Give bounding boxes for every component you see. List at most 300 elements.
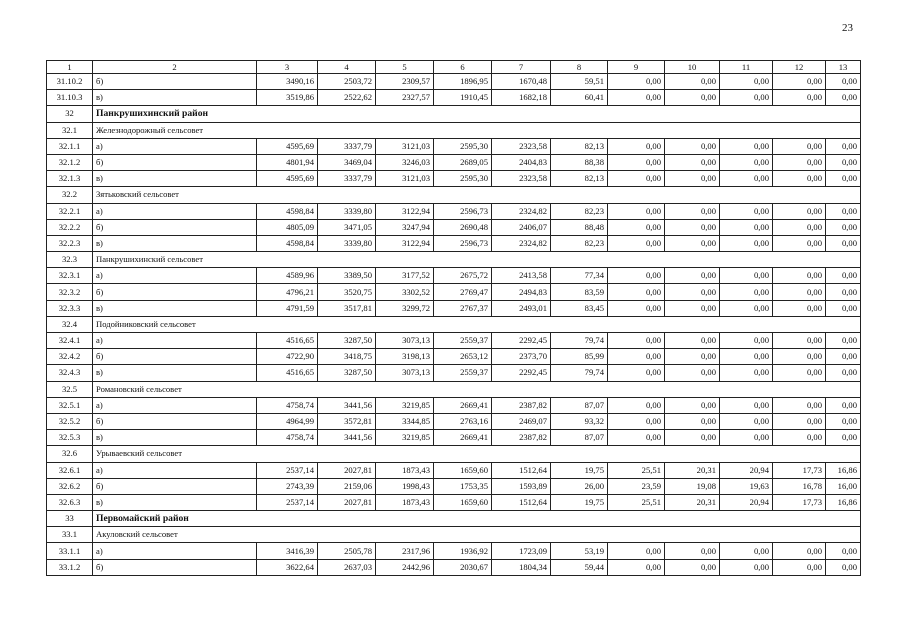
value-cell: 2653,12	[434, 349, 492, 365]
row-option-label: б)	[93, 219, 257, 235]
row-code: 33.1	[47, 527, 93, 543]
row-code: 32.6.1	[47, 462, 93, 478]
table-row	[47, 413, 861, 429]
value-cell: 1682,18	[492, 90, 551, 106]
row-code: 32.1.3	[47, 171, 93, 187]
value-cell: 3247,94	[376, 219, 434, 235]
value-cell: 3490,16	[257, 74, 318, 90]
value-cell: 0,00	[720, 365, 773, 381]
value-cell: 20,31	[665, 462, 720, 478]
column-header-4: 4	[318, 61, 376, 74]
value-cell: 19,75	[551, 462, 608, 478]
value-cell: 82,13	[551, 138, 608, 154]
value-cell: 2373,70	[492, 349, 551, 365]
value-cell: 0,00	[826, 154, 861, 170]
value-cell: 0,00	[608, 430, 665, 446]
value-cell: 3177,52	[376, 268, 434, 284]
value-cell: 59,51	[551, 74, 608, 90]
table-row	[47, 219, 861, 235]
value-cell: 16,86	[826, 494, 861, 510]
row-code: 32	[47, 106, 93, 122]
value-cell: 0,00	[608, 397, 665, 413]
value-cell: 1873,43	[376, 494, 434, 510]
value-cell: 4801,94	[257, 154, 318, 170]
value-cell: 2763,16	[434, 413, 492, 429]
value-cell: 0,00	[826, 138, 861, 154]
value-cell: 4805,09	[257, 219, 318, 235]
value-cell: 3219,85	[376, 430, 434, 446]
value-cell: 0,00	[665, 154, 720, 170]
council-row	[47, 122, 861, 138]
value-cell: 88,48	[551, 219, 608, 235]
value-cell: 3418,75	[318, 349, 376, 365]
value-cell: 1936,92	[434, 543, 492, 559]
value-cell: 1998,43	[376, 478, 434, 494]
value-cell: 2327,57	[376, 90, 434, 106]
value-cell: 0,00	[826, 349, 861, 365]
value-cell: 0,00	[773, 154, 826, 170]
value-cell: 0,00	[608, 413, 665, 429]
value-cell: 3287,50	[318, 365, 376, 381]
value-cell: 0,00	[665, 430, 720, 446]
row-code: 33	[47, 511, 93, 527]
value-cell: 0,00	[720, 300, 773, 316]
value-cell: 2559,37	[434, 333, 492, 349]
value-cell: 0,00	[665, 203, 720, 219]
column-header-6: 6	[434, 61, 492, 74]
table-row	[47, 494, 861, 510]
council-row	[47, 527, 861, 543]
row-code: 33.1.2	[47, 559, 93, 575]
value-cell: 77,34	[551, 268, 608, 284]
value-cell: 0,00	[608, 74, 665, 90]
district-row	[47, 511, 861, 527]
value-cell: 3302,52	[376, 284, 434, 300]
value-cell: 3441,56	[318, 430, 376, 446]
value-cell: 0,00	[720, 349, 773, 365]
value-cell: 3572,81	[318, 413, 376, 429]
value-cell: 2675,72	[434, 268, 492, 284]
district-name: Первомайский район	[93, 511, 861, 527]
value-cell: 93,32	[551, 413, 608, 429]
value-cell: 3122,94	[376, 203, 434, 219]
value-cell: 2522,62	[318, 90, 376, 106]
council-name: Подойниковский сельсовет	[93, 316, 861, 332]
value-cell: 0,00	[608, 171, 665, 187]
table-row	[47, 462, 861, 478]
value-cell: 2027,81	[318, 494, 376, 510]
value-cell: 2769,47	[434, 284, 492, 300]
council-row	[47, 446, 861, 462]
value-cell: 17,73	[773, 462, 826, 478]
row-code: 32.3.1	[47, 268, 93, 284]
row-code: 31.10.2	[47, 74, 93, 90]
row-code: 32.5	[47, 381, 93, 397]
value-cell: 85,99	[551, 349, 608, 365]
value-cell: 3441,56	[318, 397, 376, 413]
value-cell: 0,00	[608, 333, 665, 349]
value-cell: 2743,39	[257, 478, 318, 494]
row-option-label: а)	[93, 543, 257, 559]
value-cell: 3073,13	[376, 365, 434, 381]
value-cell: 16,86	[826, 462, 861, 478]
table-row	[47, 138, 861, 154]
value-cell: 0,00	[773, 235, 826, 251]
value-cell: 4598,84	[257, 203, 318, 219]
table-row	[47, 284, 861, 300]
table-body	[47, 61, 861, 576]
value-cell: 0,00	[773, 90, 826, 106]
district-row	[47, 106, 861, 122]
value-cell: 0,00	[773, 333, 826, 349]
row-option-label: а)	[93, 397, 257, 413]
value-cell: 0,00	[720, 430, 773, 446]
table-row	[47, 333, 861, 349]
value-cell: 59,44	[551, 559, 608, 575]
value-cell: 26,00	[551, 478, 608, 494]
column-number-header	[47, 61, 861, 74]
row-code: 32.4.3	[47, 365, 93, 381]
value-cell: 1896,95	[434, 74, 492, 90]
value-cell: 2669,41	[434, 430, 492, 446]
council-name: Зятьковский сельсовет	[93, 187, 861, 203]
value-cell: 0,00	[773, 349, 826, 365]
value-cell: 2596,73	[434, 235, 492, 251]
value-cell: 0,00	[773, 300, 826, 316]
value-cell: 2027,81	[318, 462, 376, 478]
row-option-label: в)	[93, 365, 257, 381]
row-code: 32.2	[47, 187, 93, 203]
value-cell: 0,00	[665, 284, 720, 300]
value-cell: 0,00	[773, 171, 826, 187]
council-name: Железнодорожный сельсовет	[93, 122, 861, 138]
column-header-9: 9	[608, 61, 665, 74]
row-code: 31.10.3	[47, 90, 93, 106]
value-cell: 0,00	[826, 74, 861, 90]
row-code: 32.1.1	[47, 138, 93, 154]
council-row	[47, 316, 861, 332]
table-row	[47, 430, 861, 446]
value-cell: 0,00	[773, 268, 826, 284]
table-row	[47, 90, 861, 106]
value-cell: 0,00	[826, 559, 861, 575]
value-cell: 3337,79	[318, 138, 376, 154]
value-cell: 2689,05	[434, 154, 492, 170]
value-cell: 3287,50	[318, 333, 376, 349]
value-cell: 2505,78	[318, 543, 376, 559]
value-cell: 0,00	[720, 559, 773, 575]
value-cell: 1659,60	[434, 462, 492, 478]
table-row	[47, 478, 861, 494]
table-row	[47, 171, 861, 187]
page-number: 23	[842, 22, 853, 34]
value-cell: 1670,48	[492, 74, 551, 90]
value-cell: 0,00	[665, 349, 720, 365]
value-cell: 2387,82	[492, 430, 551, 446]
row-option-label: в)	[93, 300, 257, 316]
value-cell: 2669,41	[434, 397, 492, 413]
value-cell: 0,00	[773, 430, 826, 446]
column-header-12: 12	[773, 61, 826, 74]
value-cell: 1512,64	[492, 494, 551, 510]
value-cell: 1873,43	[376, 462, 434, 478]
value-cell: 2387,82	[492, 397, 551, 413]
value-cell: 3299,72	[376, 300, 434, 316]
value-cell: 3344,85	[376, 413, 434, 429]
value-cell: 0,00	[608, 284, 665, 300]
value-cell: 2537,14	[257, 494, 318, 510]
value-cell: 3122,94	[376, 235, 434, 251]
value-cell: 0,00	[608, 559, 665, 575]
value-cell: 2503,72	[318, 74, 376, 90]
value-cell: 19,75	[551, 494, 608, 510]
value-cell: 82,13	[551, 171, 608, 187]
value-cell: 0,00	[608, 365, 665, 381]
value-cell: 3520,75	[318, 284, 376, 300]
value-cell: 0,00	[773, 138, 826, 154]
value-cell: 2030,67	[434, 559, 492, 575]
value-cell: 0,00	[826, 171, 861, 187]
value-cell: 4791,59	[257, 300, 318, 316]
column-header-5: 5	[376, 61, 434, 74]
table-row	[47, 349, 861, 365]
value-cell: 0,00	[720, 397, 773, 413]
value-cell: 79,74	[551, 333, 608, 349]
value-cell: 4589,96	[257, 268, 318, 284]
row-code: 32.6.3	[47, 494, 93, 510]
value-cell: 0,00	[720, 219, 773, 235]
value-cell: 0,00	[608, 219, 665, 235]
value-cell: 0,00	[608, 235, 665, 251]
value-cell: 0,00	[665, 171, 720, 187]
value-cell: 3622,64	[257, 559, 318, 575]
value-cell: 2323,58	[492, 171, 551, 187]
value-cell: 0,00	[665, 413, 720, 429]
value-cell: 0,00	[773, 284, 826, 300]
row-option-label: б)	[93, 154, 257, 170]
value-cell: 79,74	[551, 365, 608, 381]
value-cell: 3416,39	[257, 543, 318, 559]
value-cell: 0,00	[720, 154, 773, 170]
value-cell: 0,00	[665, 268, 720, 284]
value-cell: 0,00	[826, 268, 861, 284]
value-cell: 2317,96	[376, 543, 434, 559]
value-cell: 2324,82	[492, 203, 551, 219]
value-cell: 2595,30	[434, 138, 492, 154]
value-cell: 2767,37	[434, 300, 492, 316]
column-header-11: 11	[720, 61, 773, 74]
row-code: 33.1.1	[47, 543, 93, 559]
row-code: 32.5.2	[47, 413, 93, 429]
council-name: Романовский сельсовет	[93, 381, 861, 397]
table-row	[47, 365, 861, 381]
value-cell: 0,00	[826, 90, 861, 106]
value-cell: 3471,05	[318, 219, 376, 235]
value-cell: 0,00	[608, 268, 665, 284]
value-cell: 0,00	[826, 333, 861, 349]
value-cell: 82,23	[551, 235, 608, 251]
row-code: 32.3.3	[47, 300, 93, 316]
value-cell: 82,23	[551, 203, 608, 219]
district-name: Панкрушихинский район	[93, 106, 861, 122]
value-cell: 20,94	[720, 462, 773, 478]
value-cell: 0,00	[826, 543, 861, 559]
row-code: 32.6.2	[47, 478, 93, 494]
value-cell: 0,00	[720, 74, 773, 90]
value-cell: 0,00	[773, 203, 826, 219]
value-cell: 0,00	[826, 397, 861, 413]
value-cell: 3121,03	[376, 138, 434, 154]
row-option-label: а)	[93, 268, 257, 284]
value-cell: 83,59	[551, 284, 608, 300]
value-cell: 1910,45	[434, 90, 492, 106]
row-option-label: в)	[93, 90, 257, 106]
value-cell: 2469,07	[492, 413, 551, 429]
council-name: Акуловский сельсовет	[93, 527, 861, 543]
table-row	[47, 154, 861, 170]
table-row	[47, 559, 861, 575]
row-code: 32.5.1	[47, 397, 93, 413]
value-cell: 0,00	[608, 543, 665, 559]
value-cell: 0,00	[720, 90, 773, 106]
row-option-label: а)	[93, 462, 257, 478]
value-cell: 0,00	[665, 333, 720, 349]
row-option-label: а)	[93, 333, 257, 349]
column-header-2: 2	[93, 61, 257, 74]
value-cell: 4758,74	[257, 397, 318, 413]
value-cell: 0,00	[720, 235, 773, 251]
value-cell: 0,00	[773, 559, 826, 575]
value-cell: 19,08	[665, 478, 720, 494]
value-cell: 4796,21	[257, 284, 318, 300]
value-cell: 87,07	[551, 430, 608, 446]
row-option-label: а)	[93, 138, 257, 154]
value-cell: 2323,58	[492, 138, 551, 154]
row-code: 32.4.2	[47, 349, 93, 365]
row-option-label: б)	[93, 559, 257, 575]
value-cell: 2324,82	[492, 235, 551, 251]
row-code: 32.4.1	[47, 333, 93, 349]
value-cell: 3198,13	[376, 349, 434, 365]
value-cell: 0,00	[773, 365, 826, 381]
row-option-label: а)	[93, 203, 257, 219]
value-cell: 2292,45	[492, 365, 551, 381]
value-cell: 2690,48	[434, 219, 492, 235]
row-option-label: б)	[93, 478, 257, 494]
value-cell: 17,73	[773, 494, 826, 510]
value-cell: 4598,84	[257, 235, 318, 251]
value-cell: 0,00	[773, 413, 826, 429]
value-cell: 0,00	[826, 430, 861, 446]
value-cell: 0,00	[665, 365, 720, 381]
value-cell: 0,00	[826, 284, 861, 300]
value-cell: 1593,89	[492, 478, 551, 494]
value-cell: 0,00	[826, 219, 861, 235]
row-option-label: б)	[93, 74, 257, 90]
column-header-3: 3	[257, 61, 318, 74]
value-cell: 1723,09	[492, 543, 551, 559]
value-cell: 16,00	[826, 478, 861, 494]
tariff-table	[46, 60, 861, 576]
row-code: 32.2.2	[47, 219, 93, 235]
value-cell: 0,00	[826, 365, 861, 381]
value-cell: 0,00	[773, 397, 826, 413]
row-option-label: в)	[93, 430, 257, 446]
row-option-label: б)	[93, 284, 257, 300]
value-cell: 0,00	[608, 300, 665, 316]
value-cell: 4516,65	[257, 365, 318, 381]
value-cell: 3121,03	[376, 171, 434, 187]
value-cell: 4758,74	[257, 430, 318, 446]
value-cell: 1804,34	[492, 559, 551, 575]
value-cell: 4722,90	[257, 349, 318, 365]
value-cell: 3389,50	[318, 268, 376, 284]
value-cell: 2494,83	[492, 284, 551, 300]
council-name: Урываевский сельсовет	[93, 446, 861, 462]
row-code: 32.1.2	[47, 154, 93, 170]
value-cell: 87,07	[551, 397, 608, 413]
value-cell: 2406,07	[492, 219, 551, 235]
value-cell: 1753,35	[434, 478, 492, 494]
value-cell: 0,00	[608, 349, 665, 365]
council-row	[47, 381, 861, 397]
value-cell: 83,45	[551, 300, 608, 316]
value-cell: 2537,14	[257, 462, 318, 478]
table-row	[47, 74, 861, 90]
value-cell: 19,63	[720, 478, 773, 494]
value-cell: 0,00	[826, 203, 861, 219]
council-row	[47, 252, 861, 268]
value-cell: 2404,83	[492, 154, 551, 170]
value-cell: 0,00	[665, 559, 720, 575]
table-row	[47, 268, 861, 284]
value-cell: 0,00	[720, 284, 773, 300]
row-code: 32.2.1	[47, 203, 93, 219]
table-row	[47, 397, 861, 413]
value-cell: 0,00	[720, 138, 773, 154]
table-row	[47, 300, 861, 316]
value-cell: 0,00	[665, 397, 720, 413]
row-code: 32.6	[47, 446, 93, 462]
value-cell: 0,00	[665, 300, 720, 316]
value-cell: 4595,69	[257, 171, 318, 187]
value-cell: 3469,04	[318, 154, 376, 170]
column-header-13: 13	[826, 61, 861, 74]
value-cell: 25,51	[608, 462, 665, 478]
row-code: 32.1	[47, 122, 93, 138]
council-name: Панкрушихинский сельсовет	[93, 252, 861, 268]
column-header-10: 10	[665, 61, 720, 74]
value-cell: 0,00	[773, 543, 826, 559]
value-cell: 0,00	[665, 219, 720, 235]
row-option-label: в)	[93, 494, 257, 510]
value-cell: 0,00	[665, 543, 720, 559]
row-option-label: в)	[93, 235, 257, 251]
value-cell: 20,94	[720, 494, 773, 510]
value-cell: 3246,03	[376, 154, 434, 170]
row-code: 32.5.3	[47, 430, 93, 446]
value-cell: 4516,65	[257, 333, 318, 349]
column-header-7: 7	[492, 61, 551, 74]
value-cell: 0,00	[608, 203, 665, 219]
value-cell: 0,00	[608, 90, 665, 106]
value-cell: 2595,30	[434, 171, 492, 187]
row-option-label: б)	[93, 349, 257, 365]
council-row	[47, 187, 861, 203]
row-option-label: в)	[93, 171, 257, 187]
row-code: 32.4	[47, 316, 93, 332]
value-cell: 0,00	[608, 154, 665, 170]
